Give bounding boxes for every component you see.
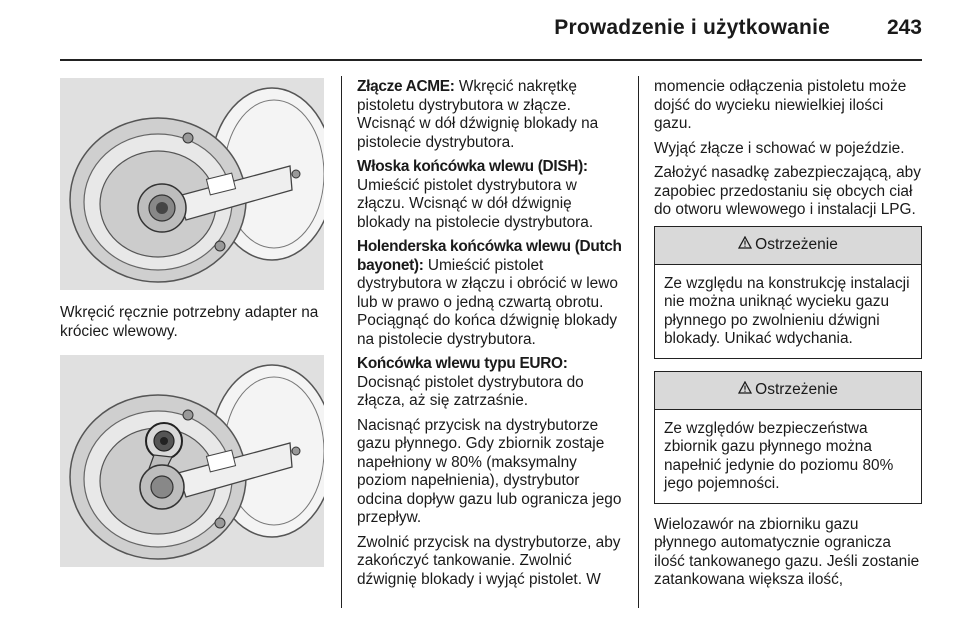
term-dutch-bayonet: Holenderska końcówka wlewu (Dutch bayonet): [357, 238, 622, 274]
paragraph-multivalve: Wielozawór na zbiorniku gazu płynnego automatycznie ogranicza ilość tankowanego gazu. Jeśli zostanie zatankowana większa ilość, [654, 515, 920, 588]
warning-title: Ostrzeżenie [755, 235, 838, 253]
term-acme: Złącze ACME: [357, 78, 455, 95]
paragraph-dutch-bayonet [357, 238, 627, 349]
warning-header [655, 372, 921, 410]
warning-box [654, 371, 922, 504]
text-euro: Docisnąć pistolet dystrybutora do złącza, aż się zatrzaśnie. [357, 373, 584, 409]
paragraph-acme [357, 78, 627, 152]
term-dish: Włoska końcówka wlewu (DISH): [357, 158, 588, 175]
page-number: 243 [886, 16, 922, 39]
column-right [654, 78, 922, 596]
paragraph-protective-cap: Założyć nasadkę zabezpieczającą, aby zapobiec przedostaniu się obcych ciał do otworu wlewowego i instalacji LPG. [654, 164, 921, 218]
term-euro: Końcówka wlewu typu EURO: [357, 355, 568, 372]
paragraph-release-button: Zwolnić przycisk na dystrybutorze, aby zakończyć tankowanie. Zwolnić dźwignię blokady i wyjąć pistolet. W [357, 533, 621, 588]
page-header-title: Prowadzenie i użytkowanie [554, 16, 830, 39]
paragraph-remove-connector: Wyjąć złącze i schować w pojeździe. [654, 139, 905, 157]
column-divider [638, 76, 639, 608]
text-acme: Wkręcić nakrętkę pistoletu dystrybutora w złącze. Wcisnąć w dół dźwignię blokady na pistolecie dystrybutora. [357, 78, 599, 151]
figure-caption: Wkręcić ręcznie potrzebny adapter na króciec wlewowy. [60, 304, 319, 340]
paragraph-dish [357, 158, 627, 232]
warning-body: Ze względów bezpieczeństwa zbiornik gazu płynnego można napełnić jedynie do poziomu 80% jego pojemności. [664, 419, 894, 492]
fuel-filler-flap-figure [60, 78, 324, 290]
warning-header [655, 227, 921, 265]
fuel-filler-adapter-drawing [60, 355, 324, 567]
header-rule [60, 59, 922, 61]
column-divider [341, 76, 342, 608]
warning-triangle-icon [738, 236, 752, 255]
warning-box [654, 226, 922, 359]
warning-title: Ostrzeżenie [755, 380, 838, 398]
column-middle [357, 78, 627, 595]
column-left [60, 78, 330, 567]
warning-body: Ze względu na konstrukcję instalacji nie można uniknąć wycieku gazu płynnego po zwolnieniu dźwigni blokady. Unikać wdychania. [664, 274, 910, 347]
text-dish: Umieścić pistolet dystrybutora w złączu. Wcisnąć w dół dźwignię blokady na pistolecie dystrybutora. [357, 176, 594, 231]
fuel-filler-flap-drawing [60, 78, 324, 290]
text-dutch-bayonet: Umieścić pistolet dystrybutora w złączu i obrócić w lewo lub w prawo o jedną czwartą obrotu. Pociągnąć do końca dźwignię blokady na pistolecie dystrybutora. [357, 256, 618, 348]
paragraph-press-button: Nacisnąć przycisk na dystrybutorze gazu płynnego. Gdy zbiornik zostaje napełniony w 80% (maksymalny poziom napełnienia), dystrybutor odcina dopływ gazu lub ogranicza jego przepływ. [357, 416, 622, 526]
warning-triangle-icon [738, 381, 752, 400]
fuel-filler-adapter-figure [60, 355, 324, 567]
paragraph-disconnect: momencie odłączenia pistoletu może dojść do wycieku niewielkiej ilości gazu. [654, 78, 907, 132]
paragraph-euro [357, 355, 627, 411]
